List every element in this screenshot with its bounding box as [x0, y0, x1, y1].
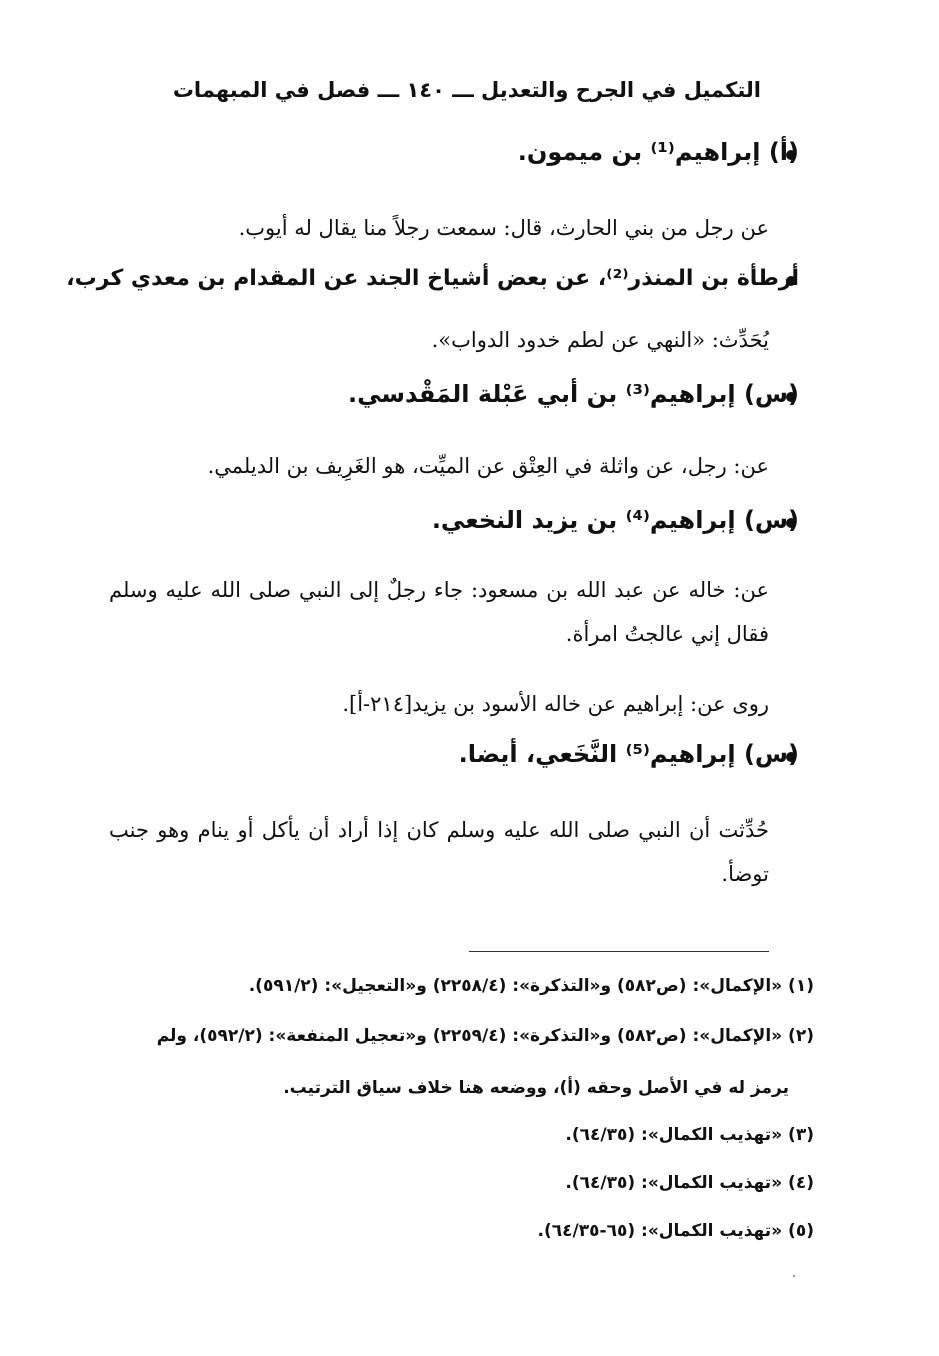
footnote-1: (١) «الإكمال»: (ص٥٨٢) و«التذكرة»: (٢٢٥٨/٤) و«التعجيل»: (٥٩١/٢). — [248, 976, 814, 996]
footnote-5: (٥) «تهذيب الكمال»: (٦٥-٦٤/٣٥). — [537, 1221, 814, 1241]
entry-heading-3: (س) إبراهيم⁽³⁾ بن أبي عَبْلة المَقْدسي. — [348, 380, 799, 408]
footnote-2: (٢) «الإكمال»: (ص٥٨٢) و«التذكرة»: (٢٢٥٩/٤) و«تعجيل المنفعة»: (٥٩٢/٢)، ولم — [156, 1026, 814, 1046]
entry-body-2: يُحَدِّث: «النهي عن لطم خدود الدواب». — [431, 328, 769, 352]
running-head: التكميل في الجرح والتعديل ـــ ١٤٠ ـــ فصل في المبهمات — [172, 78, 761, 102]
entry-heading-2: أرطأة بن المنذر⁽²⁾، عن بعض أشياخ الجند عن المقدام بن معدي كرب، — [66, 266, 799, 291]
footnote-4: (٤) «تهذيب الكمال»: (٦٤/٣٥). — [565, 1173, 814, 1193]
entry-body-4-transmission: روى عن: إبراهيم عن خاله الأسود بن يزيد[٢١٤-أ]. — [342, 692, 769, 716]
footnote-divider — [469, 951, 769, 952]
footnote-2-continued: يرمز له في الأصل وحقه (أ)، ووضعه هنا خلاف سياق الترتيب. — [283, 1078, 789, 1098]
print-speck — [793, 1275, 795, 1277]
entry-body-4: عن: خاله عن عبد الله بن مسعود: جاء رجلٌ إلى النبي صلى الله عليه وسلم فقال إني عالجتُ امرأة. — [109, 578, 769, 646]
entry-body-3: عن: رجل، عن واثلة في العِتْق عن الميِّت، هو الغَرِيف بن الديلمي. — [207, 454, 769, 478]
footnote-3: (٣) «تهذيب الكمال»: (٦٤/٣٥). — [565, 1125, 814, 1145]
entry-heading-5: (س) إبراهيم⁽⁵⁾ النَّخَعي، أيضا. — [458, 740, 799, 768]
entry-body-5: حُدِّثت أن النبي صلى الله عليه وسلم كان إذا أراد أن يأكل أو ينام وهو جنب توضأ. — [109, 818, 769, 886]
entry-heading-4: (س) إبراهيم⁽⁴⁾ بن يزيد النخعي. — [431, 506, 799, 534]
entry-body-1: عن رجل من بني الحارث، قال: سمعت رجلاً منا يقال له أيوب. — [238, 216, 769, 240]
entry-heading-1: (أ) إبراهيم⁽¹⁾ بن ميمون. — [517, 138, 799, 166]
